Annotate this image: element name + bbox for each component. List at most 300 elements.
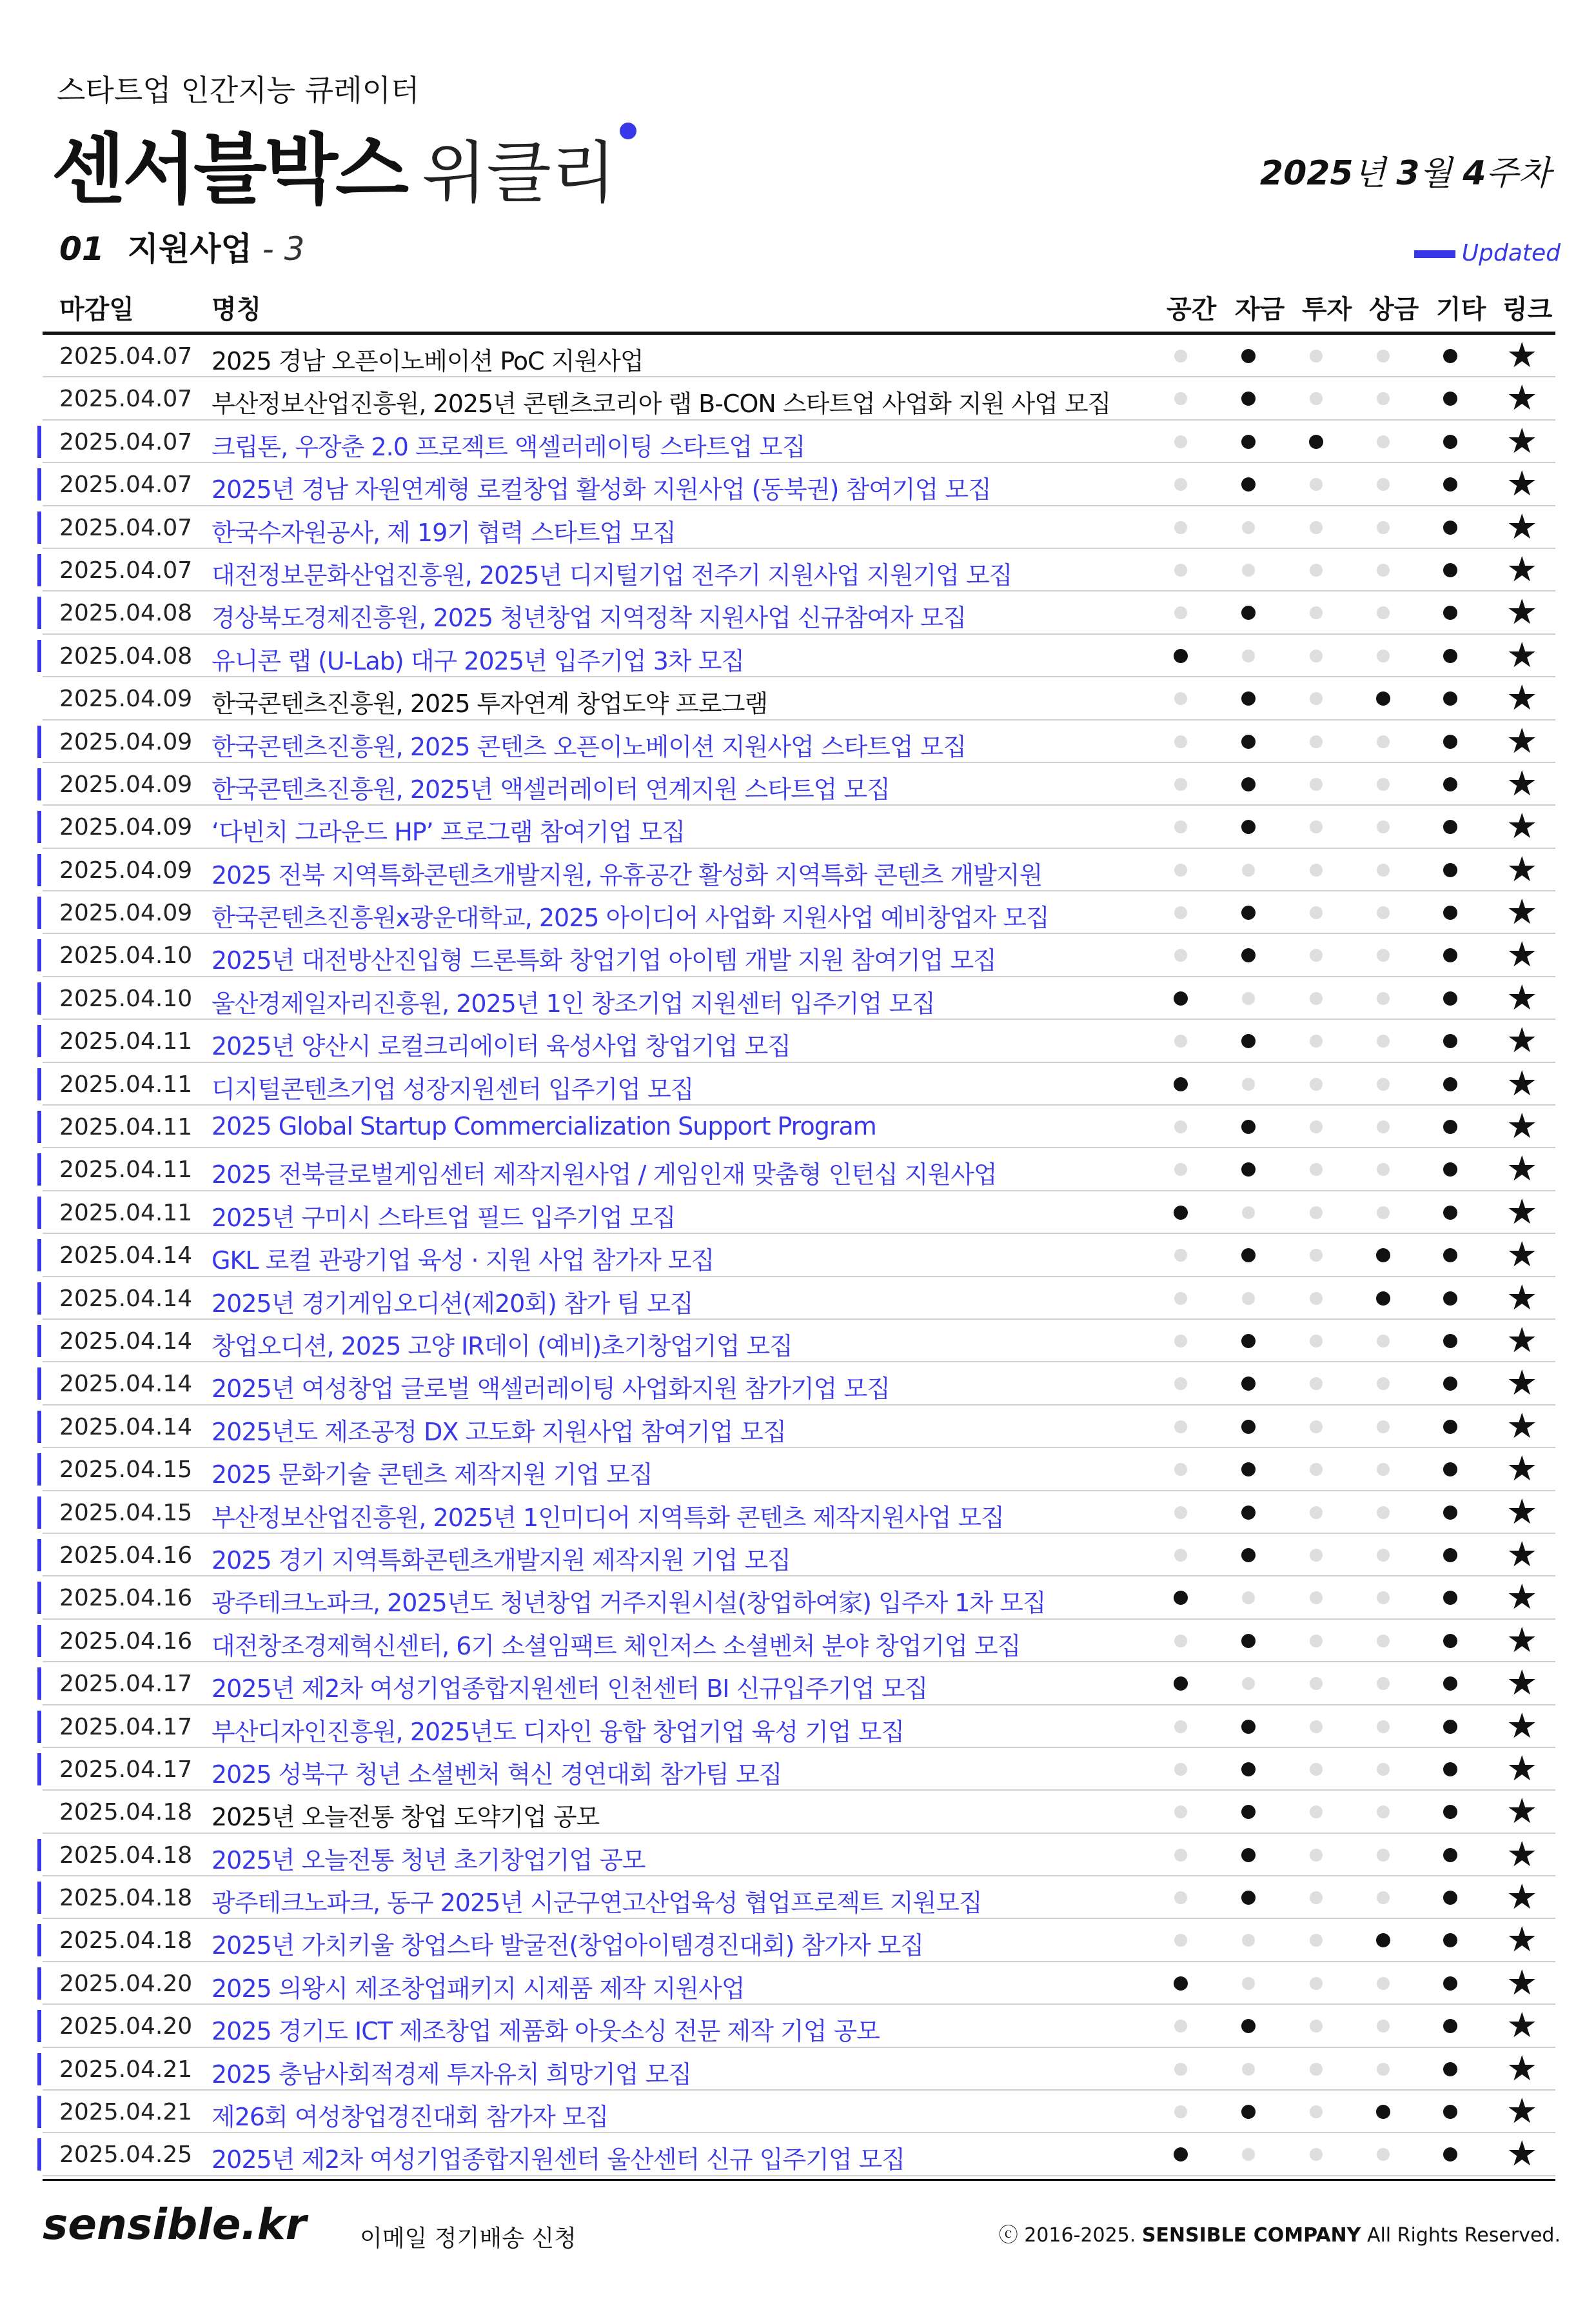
prize-dot-icon <box>1377 650 1390 662</box>
etc-dot-icon <box>1443 1206 1457 1220</box>
row-program-name[interactable]: 2025년 경기게임오디션(제20회) 참가 팀 모집 <box>212 1289 693 1318</box>
fund-dot-icon <box>1241 777 1256 791</box>
invest-dot-icon <box>1310 1677 1323 1690</box>
etc-dot-icon <box>1443 1077 1457 1091</box>
week-year: 2025 <box>1259 154 1354 193</box>
row-deadline: 2025.04.11 <box>59 1157 193 1184</box>
invest-dot-icon <box>1310 1078 1323 1091</box>
etc-dot-icon <box>1443 1120 1457 1134</box>
etc-dot-icon <box>1443 1462 1457 1476</box>
row-program-name[interactable]: 2025 성북구 청년 소셜벤처 혁신 경연대회 참가팀 모집 <box>212 1760 782 1789</box>
invest-dot-icon <box>1310 350 1323 363</box>
link-star-icon[interactable]: ★ <box>1506 1191 1538 1232</box>
table-row[interactable] <box>43 1362 1555 1405</box>
link-star-icon[interactable]: ★ <box>1506 591 1538 633</box>
invest-dot-icon <box>1310 735 1323 748</box>
row-program-name[interactable]: 2025년 제2차 여성기업종합지원센터 인천센터 BI 신규입주기업 모집 <box>212 1675 928 1704</box>
row-deadline: 2025.04.21 <box>59 2099 193 2126</box>
prize-dot-icon <box>1377 906 1390 919</box>
fund-dot-icon <box>1241 392 1256 406</box>
link-star-icon[interactable]: ★ <box>1506 1919 1538 1960</box>
invest-dot-icon <box>1310 2063 1323 2076</box>
row-program-name[interactable]: 2025 의왕시 제조창업패키지 시제품 제작 지원사업 <box>212 1974 745 2003</box>
table-row[interactable] <box>43 763 1555 806</box>
fund-dot-icon <box>1241 1248 1256 1262</box>
invest-dot-icon <box>1310 1035 1323 1048</box>
link-star-icon[interactable]: ★ <box>1506 634 1538 675</box>
prize-dot-icon <box>1377 2148 1390 2161</box>
fund-dot-icon <box>1241 1720 1256 1734</box>
space-dot-icon <box>1174 1676 1188 1691</box>
etc-dot-icon <box>1443 521 1457 535</box>
row-deadline: 2025.04.09 <box>59 686 193 713</box>
fund-dot-icon <box>1241 1462 1256 1476</box>
link-star-icon[interactable]: ★ <box>1506 1662 1538 1704</box>
row-program-name[interactable]: 2025년 대전방산진입형 드론특화 창업기업 아이템 개발 지원 참여기업 모집 <box>212 946 996 975</box>
week-month: 3 <box>1396 154 1420 193</box>
space-dot-icon <box>1174 1891 1187 1904</box>
table-row[interactable] <box>43 2133 1555 2176</box>
link-star-icon[interactable]: ★ <box>1506 2133 1538 2174</box>
prize-dot-icon <box>1377 1506 1390 1519</box>
link-star-icon[interactable]: ★ <box>1506 1791 1538 1832</box>
table-row[interactable] <box>43 1705 1555 1748</box>
invest-dot-icon <box>1310 864 1323 877</box>
fund-dot-icon <box>1241 1805 1256 1819</box>
row-program-name[interactable]: 디지털콘텐츠기업 성장지원센터 입주기업 모집 <box>212 1075 694 1104</box>
link-star-icon[interactable]: ★ <box>1506 1491 1538 1532</box>
row-deadline: 2025.04.20 <box>59 2013 193 2040</box>
table-row[interactable] <box>43 1277 1555 1320</box>
row-program-name[interactable]: 2025년 오늘전통 창업 도약기업 공모 <box>212 1803 600 1832</box>
table-row[interactable] <box>43 806 1555 848</box>
space-dot-icon <box>1174 735 1187 748</box>
section-number: 01 <box>59 230 104 268</box>
link-star-icon[interactable]: ★ <box>1506 977 1538 1018</box>
space-dot-icon <box>1174 949 1187 962</box>
row-deadline: 2025.04.15 <box>59 1456 193 1484</box>
fund-dot-icon <box>1241 1891 1256 1905</box>
row-program-name[interactable]: 2025 Global Startup Commercialization Support Program <box>212 1112 876 1141</box>
link-star-icon[interactable]: ★ <box>1506 2091 1538 2132</box>
etc-dot-icon <box>1443 435 1457 449</box>
table-row[interactable] <box>43 1834 1555 1876</box>
row-program-name[interactable]: 울산경제일자리진흥원, 2025년 1인 창조기업 지원센터 입주기업 모집 <box>212 989 935 1018</box>
row-deadline: 2025.04.16 <box>59 1585 193 1612</box>
row-program-name[interactable]: 2025년도 제조공정 DX 고도화 지원사업 참여기업 모집 <box>212 1417 786 1446</box>
copyright-prefix: ⓒ 2016-2025. <box>998 2224 1136 2247</box>
prize-dot-icon <box>1377 1120 1390 1133</box>
table-row[interactable] <box>43 1662 1555 1705</box>
table-row[interactable] <box>43 421 1555 463</box>
etc-dot-icon <box>1443 1548 1457 1562</box>
program-table <box>43 335 1555 2176</box>
space-dot-icon <box>1174 1120 1187 1133</box>
table-row[interactable] <box>43 1020 1555 1062</box>
table-row[interactable] <box>43 377 1555 420</box>
link-star-icon[interactable]: ★ <box>1506 806 1538 847</box>
link-star-icon[interactable]: ★ <box>1506 762 1538 804</box>
row-program-name[interactable]: 한국콘텐츠진흥원, 2025년 액셀러레이터 연계지원 스타트업 모집 <box>212 775 890 804</box>
space-dot-icon <box>1174 1805 1187 1818</box>
table-row[interactable] <box>43 1106 1555 1148</box>
link-star-icon[interactable]: ★ <box>1506 1319 1538 1360</box>
row-program-name[interactable]: 2025 전북 지역특화콘텐츠개발지원, 유휴공간 활성화 지역특화 콘텐츠 개발지원 <box>212 860 1043 890</box>
space-dot-icon <box>1174 1976 1188 1991</box>
space-dot-icon <box>1174 350 1187 363</box>
col-link: 링크 <box>1502 295 1553 324</box>
fund-dot-icon <box>1241 435 1256 449</box>
row-deadline: 2025.04.16 <box>59 1542 193 1569</box>
invest-dot-icon <box>1310 1934 1323 1947</box>
etc-dot-icon <box>1443 2147 1457 2162</box>
table-row[interactable] <box>43 1191 1555 1234</box>
prize-dot-icon <box>1377 350 1390 363</box>
etc-dot-icon <box>1443 349 1457 363</box>
table-row[interactable] <box>43 1919 1555 1962</box>
fund-dot-icon <box>1241 948 1256 962</box>
table-row[interactable] <box>43 2005 1555 2047</box>
row-program-name[interactable]: 2025년 양산시 로컬크리에이터 육성사업 창업기업 모집 <box>212 1032 791 1061</box>
copyright <box>999 2219 1561 2247</box>
fund-dot-icon <box>1242 1206 1255 1219</box>
space-dot-icon <box>1174 1763 1187 1776</box>
table-row[interactable] <box>43 591 1555 634</box>
prize-dot-icon <box>1377 1720 1390 1733</box>
row-program-name[interactable]: 한국콘텐츠진흥원x광운대학교, 2025 아이디어 사업화 지원사업 예비창업자 모집 <box>212 904 1049 933</box>
table-row[interactable] <box>43 335 1555 377</box>
table-row[interactable] <box>43 463 1555 506</box>
row-program-name[interactable]: 2025년 구미시 스타트업 필드 입주기업 모집 <box>212 1203 676 1232</box>
row-deadline: 2025.04.18 <box>59 1885 193 1912</box>
subscribe-link[interactable]: 이메일 정기배송 신청 <box>360 2225 576 2252</box>
invest-dot-icon <box>1309 435 1323 449</box>
table-row[interactable] <box>43 1063 1555 1106</box>
row-deadline: 2025.04.07 <box>59 343 193 370</box>
prize-dot-icon <box>1377 521 1390 534</box>
row-program-name[interactable]: 2025 경기 지역특화콘텐츠개발지원 제작지원 기업 모집 <box>212 1546 791 1575</box>
row-program-name[interactable]: 부산디자인진흥원, 2025년도 디자인 융합 창업기업 육성 기업 모집 <box>212 1717 905 1746</box>
space-dot-icon <box>1174 2063 1187 2076</box>
row-program-name[interactable]: 한국콘텐츠진흥원, 2025 투자연계 창업도약 프로그램 <box>212 690 768 719</box>
prize-dot-icon <box>1376 1933 1390 1947</box>
invest-dot-icon <box>1310 949 1323 962</box>
prize-dot-icon <box>1377 735 1390 748</box>
fund-dot-icon <box>1241 1548 1256 1562</box>
link-star-icon[interactable]: ★ <box>1506 1148 1538 1189</box>
link-star-icon[interactable]: ★ <box>1506 1876 1538 1918</box>
space-dot-icon <box>1174 1249 1187 1262</box>
row-program-name[interactable]: 2025년 가치키울 창업스타 발굴전(창업아이템경진대회) 참가자 모집 <box>212 1931 924 1960</box>
prize-dot-icon <box>1377 1849 1390 1862</box>
row-deadline: 2025.04.18 <box>59 1799 193 1826</box>
fund-dot-icon <box>1241 1377 1256 1391</box>
link-star-icon[interactable]: ★ <box>1506 548 1538 590</box>
table-row[interactable] <box>43 2048 1555 2091</box>
fund-dot-icon <box>1241 2019 1256 2033</box>
link-star-icon[interactable]: ★ <box>1506 1448 1538 1489</box>
copyright-company: SENSIBLE COMPANY <box>1141 2224 1361 2247</box>
space-dot-icon <box>1174 392 1187 405</box>
link-star-icon[interactable]: ★ <box>1506 420 1538 461</box>
prize-dot-icon <box>1377 564 1390 577</box>
link-star-icon[interactable]: ★ <box>1506 1705 1538 1746</box>
row-program-name[interactable]: 크립톤, 우장춘 2.0 프로젝트 액셀러레이팅 스타트업 모집 <box>212 432 805 461</box>
link-star-icon[interactable]: ★ <box>1506 848 1538 890</box>
table-row[interactable] <box>43 1791 1555 1833</box>
fund-dot-icon <box>1242 2063 1255 2076</box>
prize-dot-icon <box>1376 2105 1390 2119</box>
row-program-name[interactable]: 한국콘텐츠진흥원, 2025 콘텐츠 오픈이노베이션 지원사업 스타트업 모집 <box>212 732 967 761</box>
footer-logo[interactable]: sensible.kr <box>43 2200 307 2249</box>
row-program-name[interactable]: 2025 경기도 ICT 제조창업 제품화 아웃소싱 전문 제작 기업 공모 <box>212 2017 880 2046</box>
fund-dot-icon <box>1242 1591 1255 1604</box>
invest-dot-icon <box>1310 1163 1323 1176</box>
col-name: 명칭 <box>212 295 262 324</box>
link-star-icon[interactable]: ★ <box>1506 1277 1538 1318</box>
row-program-name[interactable]: 한국수자원공사, 제 19기 협력 스타트업 모집 <box>212 518 676 547</box>
invest-dot-icon <box>1310 1549 1323 1562</box>
row-program-name[interactable]: 창업오디션, 2025 고양 IR데이 (예비)초기창업기업 모집 <box>212 1331 793 1360</box>
link-star-icon[interactable]: ★ <box>1506 1833 1538 1874</box>
row-program-name[interactable]: 2025년 제2차 여성기업종합지원센터 울산센터 신규 입주기업 모집 <box>212 2145 905 2174</box>
table-row[interactable] <box>43 1491 1555 1534</box>
link-star-icon[interactable]: ★ <box>1506 335 1538 375</box>
prize-dot-icon <box>1377 1377 1390 1390</box>
table-row[interactable] <box>43 891 1555 934</box>
space-dot-icon <box>1174 649 1188 663</box>
table-row[interactable] <box>43 1876 1555 1919</box>
table-row[interactable] <box>43 1962 1555 2005</box>
row-program-name[interactable]: 2025 충남사회적경제 투자유치 희망기업 모집 <box>212 2060 692 2089</box>
link-star-icon[interactable]: ★ <box>1506 1576 1538 1618</box>
link-star-icon[interactable]: ★ <box>1506 1747 1538 1789</box>
prize-dot-icon <box>1377 1891 1390 1904</box>
etc-dot-icon <box>1443 991 1457 1006</box>
brand-dot-icon <box>620 123 636 139</box>
row-deadline: 2025.04.11 <box>59 1028 193 1055</box>
row-program-name[interactable]: 2025 문화기술 콘텐츠 제작지원 기업 모집 <box>212 1460 653 1489</box>
prize-dot-icon <box>1377 949 1390 962</box>
prize-dot-icon <box>1377 820 1390 833</box>
table-row[interactable] <box>43 1320 1555 1362</box>
invest-dot-icon <box>1310 992 1323 1005</box>
etc-dot-icon <box>1443 2105 1457 2119</box>
table-row[interactable] <box>43 677 1555 720</box>
etc-dot-icon <box>1443 1848 1457 1862</box>
brand-title <box>52 108 616 218</box>
link-star-icon[interactable]: ★ <box>1506 506 1538 547</box>
etc-dot-icon <box>1443 1591 1457 1605</box>
header-subtitle: 스타트업 인간지능 큐레이터 <box>57 73 420 108</box>
row-deadline: 2025.04.17 <box>59 1671 193 1698</box>
table-row[interactable] <box>43 2091 1555 2133</box>
invest-dot-icon <box>1310 1849 1323 1862</box>
etc-dot-icon <box>1443 1676 1457 1691</box>
fund-dot-icon <box>1241 1848 1256 1862</box>
table-row[interactable] <box>43 1534 1555 1576</box>
link-star-icon[interactable]: ★ <box>1506 2047 1538 2089</box>
row-deadline: 2025.04.09 <box>59 900 193 927</box>
etc-dot-icon <box>1443 1891 1457 1905</box>
row-program-name[interactable]: 광주테크노파크, 2025년도 청년창업 거주지원시설(창업하여家) 입주자 1차 모집 <box>212 1589 1046 1618</box>
etc-dot-icon <box>1443 820 1457 834</box>
etc-dot-icon <box>1443 691 1457 706</box>
etc-dot-icon <box>1443 1976 1457 1991</box>
week-label <box>1260 146 1551 194</box>
prize-dot-icon <box>1377 1335 1390 1347</box>
link-star-icon[interactable]: ★ <box>1506 934 1538 975</box>
week-number: 4 <box>1463 154 1486 193</box>
space-dot-icon <box>1174 2147 1188 2162</box>
table-row[interactable] <box>43 1234 1555 1277</box>
etc-dot-icon <box>1443 1248 1457 1262</box>
link-star-icon[interactable]: ★ <box>1506 1962 1538 2003</box>
table-row[interactable] <box>43 1576 1555 1619</box>
link-star-icon[interactable]: ★ <box>1506 2005 1538 2046</box>
row-program-name[interactable]: 대전정보문화산업진흥원, 2025년 디지털기업 전주기 지원사업 지원기업 모집 <box>212 561 1012 590</box>
invest-dot-icon <box>1310 1206 1323 1219</box>
table-row[interactable] <box>43 549 1555 591</box>
fund-dot-icon <box>1241 1034 1256 1048</box>
row-program-name[interactable]: GKL 로컬 관광기업 육성 · 지원 사업 참가자 모집 <box>212 1246 714 1275</box>
row-deadline: 2025.04.07 <box>59 386 193 413</box>
row-deadline: 2025.04.08 <box>59 600 193 627</box>
week-year-unit: 년 <box>1353 154 1386 193</box>
fund-dot-icon <box>1242 992 1255 1005</box>
prize-dot-icon <box>1376 1291 1390 1306</box>
row-program-name[interactable]: 2025년 경남 자원연계형 로컬창업 활성화 지원사업 (동북권) 참여기업 모집 <box>212 475 991 504</box>
link-star-icon[interactable]: ★ <box>1506 1405 1538 1446</box>
updated-label: Updated <box>1461 240 1561 266</box>
week-unit: 주차 <box>1486 154 1551 193</box>
table-row[interactable] <box>43 721 1555 763</box>
row-program-name[interactable]: ‘다빈치 그라운드 HP’ 프로그램 참여기업 모집 <box>212 818 685 847</box>
link-star-icon[interactable]: ★ <box>1506 677 1538 719</box>
fund-dot-icon <box>1242 1677 1255 1690</box>
row-program-name[interactable]: 대전창조경제혁신센터, 6기 소셜임팩트 체인저스 소셜벤처 분야 창업기업 모집 <box>212 1631 1021 1660</box>
row-deadline: 2025.04.18 <box>59 1927 193 1954</box>
link-star-icon[interactable]: ★ <box>1506 1062 1538 1104</box>
link-star-icon[interactable]: ★ <box>1506 463 1538 504</box>
link-star-icon[interactable]: ★ <box>1506 1362 1538 1404</box>
row-deadline: 2025.04.08 <box>59 642 193 670</box>
prize-dot-icon <box>1377 1805 1390 1818</box>
table-row[interactable] <box>43 849 1555 891</box>
row-deadline: 2025.04.10 <box>59 985 193 1012</box>
link-star-icon[interactable]: ★ <box>1506 1533 1538 1575</box>
row-program-name[interactable]: 2025 경남 오픈이노베이션 PoC 지원사업 <box>212 347 644 375</box>
prize-dot-icon <box>1377 478 1390 491</box>
row-deadline: 2025.04.14 <box>59 1413 193 1440</box>
prize-dot-icon <box>1377 864 1390 877</box>
table-row[interactable] <box>43 977 1555 1020</box>
prize-dot-icon <box>1377 1677 1390 1690</box>
invest-dot-icon <box>1310 1506 1323 1519</box>
row-program-name[interactable]: 2025년 여성창업 글로벌 액셀러레이팅 사업화지원 참가기업 모집 <box>212 1375 890 1404</box>
space-dot-icon <box>1174 864 1187 877</box>
fund-dot-icon <box>1242 1934 1255 1947</box>
fund-dot-icon <box>1241 1762 1256 1776</box>
link-star-icon[interactable]: ★ <box>1506 891 1538 933</box>
table-row[interactable] <box>43 1406 1555 1448</box>
fund-dot-icon <box>1241 906 1256 920</box>
etc-dot-icon <box>1443 1506 1457 1520</box>
space-dot-icon <box>1174 1635 1187 1647</box>
table-header <box>43 279 1555 335</box>
fund-dot-icon <box>1242 521 1255 534</box>
updated-legend <box>1414 240 1561 266</box>
row-deadline: 2025.04.14 <box>59 1371 193 1398</box>
prize-dot-icon <box>1377 1035 1390 1048</box>
etc-dot-icon <box>1443 1034 1457 1048</box>
space-dot-icon <box>1174 564 1187 577</box>
table-row[interactable] <box>43 1620 1555 1662</box>
link-star-icon[interactable]: ★ <box>1506 1020 1538 1061</box>
row-deadline: 2025.04.10 <box>59 942 193 969</box>
row-program-name[interactable]: 부산정보산업진흥원, 2025년 콘텐츠코리아 랩 B-CON 스타트업 사업화 지원 사업 모집 <box>212 390 1111 419</box>
etc-dot-icon <box>1443 863 1457 877</box>
copyright-rights: All Rights Reserved. <box>1366 2224 1561 2247</box>
link-star-icon[interactable]: ★ <box>1506 720 1538 761</box>
row-program-name[interactable]: 2025 전북글로벌게임센터 제작지원사업 / 게임인재 맞춤형 인턴십 지원사업 <box>212 1160 997 1189</box>
row-deadline: 2025.04.09 <box>59 771 193 798</box>
space-dot-icon <box>1174 906 1187 919</box>
invest-dot-icon <box>1310 1805 1323 1818</box>
row-deadline: 2025.04.25 <box>59 2142 193 2169</box>
table-row[interactable] <box>43 635 1555 677</box>
row-program-name[interactable]: 제26회 여성창업경진대회 참가자 모집 <box>212 2103 609 2132</box>
row-program-name[interactable]: 2025년 오늘전통 청년 초기창업기업 공모 <box>212 1845 645 1874</box>
invest-dot-icon <box>1310 1891 1323 1904</box>
space-dot-icon <box>1174 1934 1187 1947</box>
prize-dot-icon <box>1376 1248 1390 1262</box>
link-star-icon[interactable]: ★ <box>1506 1106 1538 1147</box>
row-program-name[interactable]: 광주테크노파크, 동구 2025년 시군구연고산업육성 협업프로젝트 지원모집 <box>212 1889 982 1918</box>
row-deadline: 2025.04.21 <box>59 2056 193 2083</box>
etc-dot-icon <box>1443 1334 1457 1348</box>
link-star-icon[interactable]: ★ <box>1506 377 1538 419</box>
col-space: 공간 <box>1167 295 1217 324</box>
invest-dot-icon <box>1310 1720 1323 1733</box>
invest-dot-icon <box>1310 1249 1323 1262</box>
table-row[interactable] <box>43 934 1555 977</box>
table-row[interactable] <box>43 1448 1555 1491</box>
updated-bar-icon <box>1414 250 1455 258</box>
table-row[interactable] <box>43 1148 1555 1191</box>
row-program-name[interactable]: 경상북도경제진흥원, 2025 청년창업 지역정착 지원사업 신규참여자 모집 <box>212 604 967 633</box>
table-row[interactable] <box>43 506 1555 549</box>
etc-dot-icon <box>1443 735 1457 749</box>
fund-dot-icon <box>1242 1292 1255 1305</box>
table-bottom-rule <box>43 2179 1555 2181</box>
prize-dot-icon <box>1377 992 1390 1005</box>
brand-light: 위클리 <box>421 134 616 212</box>
invest-dot-icon <box>1310 1335 1323 1347</box>
prize-dot-icon <box>1377 1206 1390 1219</box>
table-row[interactable] <box>43 1748 1555 1791</box>
row-program-name[interactable]: 부산정보산업진흥원, 2025년 1인미디어 지역특화 콘텐츠 제작지원사업 모집 <box>212 1503 1004 1532</box>
col-prize: 상금 <box>1369 295 1419 324</box>
col-invest: 투자 <box>1302 295 1352 324</box>
prize-dot-icon <box>1377 778 1390 791</box>
col-deadline: 마감일 <box>59 295 134 324</box>
row-deadline: 2025.04.20 <box>59 1970 193 1997</box>
link-star-icon[interactable]: ★ <box>1506 1619 1538 1660</box>
link-star-icon[interactable]: ★ <box>1506 1234 1538 1275</box>
space-dot-icon <box>1174 1163 1187 1176</box>
row-program-name[interactable]: 유니콘 랩 (U-Lab) 대구 2025년 입주기업 3차 모집 <box>212 646 745 675</box>
